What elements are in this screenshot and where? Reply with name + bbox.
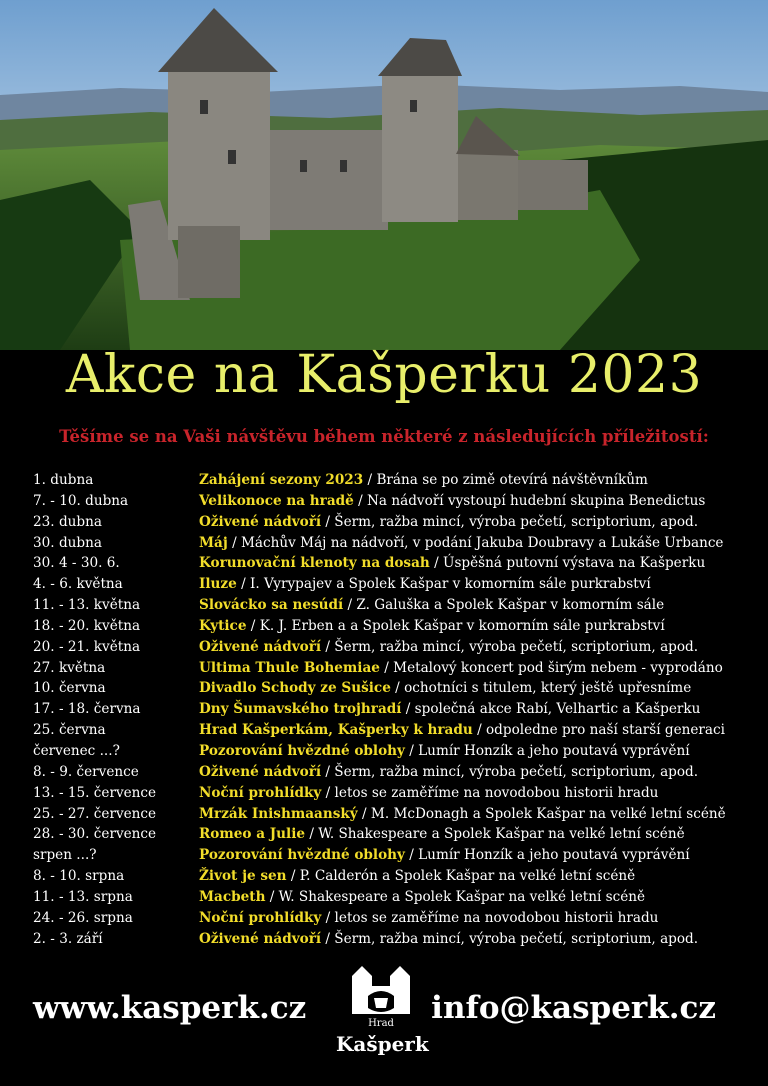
event-name: Ultima Thule Bohemiae: [199, 659, 380, 676]
event-date: 11. - 13. května: [33, 597, 141, 614]
event-description: / ochotníci s titulem, který ještě upřesníme: [390, 680, 692, 697]
event-info: [199, 533, 723, 554]
event-description: / Na nádvoří vystoupí hudební skupina Benedictus: [353, 492, 706, 509]
page-title: Akce na Kašperku 2023: [65, 345, 703, 405]
event-row: [33, 595, 763, 616]
logo-small-text: Hrad: [368, 1018, 394, 1029]
event-name: Oživené nádvoří: [199, 513, 322, 530]
event-name: Kytice: [199, 617, 247, 634]
event-description: / Lumír Honzík a jeho poutavá vyprávění: [404, 742, 690, 759]
event-date: 8. - 9. července: [33, 763, 139, 780]
event-name: Noční prohlídky: [199, 784, 322, 801]
event-description: / Brána se po zimě otevírá návštěvníkům: [363, 472, 648, 488]
event-info: [199, 574, 651, 595]
event-row: [33, 637, 763, 658]
event-description: / Šerm, ražba mincí, výroba pečetí, scriptorium, apod.: [321, 930, 699, 947]
event-info: [199, 658, 723, 679]
castle-logo: [336, 962, 429, 1062]
event-date: 7. - 10. dubna: [33, 492, 129, 509]
event-name: Zahájení sezony 2023: [199, 472, 364, 488]
event-date: 2. - 3. září: [33, 930, 103, 947]
event-info: [199, 491, 705, 512]
event-date: 4. - 6. května: [33, 576, 123, 593]
event-date: 25. - 27. července: [33, 805, 157, 822]
event-description: / společná akce Rabí, Velhartic a Kašperku: [401, 701, 701, 718]
event-info: [199, 553, 705, 574]
event-row: [33, 491, 763, 512]
event-name: Pozorování hvězdné oblohy: [199, 742, 405, 759]
event-name: Máj: [199, 534, 228, 551]
castle-emblem-icon: [346, 962, 416, 1016]
event-date: 11. - 13. srpna: [33, 888, 133, 905]
event-description: / Máchův Máj na nádvoří, v podání Jakuba Doubravy a Lukáše Urbance: [227, 534, 724, 551]
event-date: 28. - 30. července: [33, 826, 157, 843]
event-name: Korunovační klenoty na dosah: [199, 555, 430, 572]
event-name: Velikonoce na hradě: [199, 492, 354, 509]
event-info: [199, 637, 698, 658]
event-row: [33, 574, 763, 595]
event-name: Romeo a Julie: [199, 826, 306, 843]
event-date: 24. - 26. srpna: [33, 909, 133, 926]
event-date: 27. května: [33, 659, 106, 676]
event-row: [33, 929, 763, 950]
event-row: [33, 741, 763, 762]
castle-photo: [0, 0, 768, 350]
event-row: [33, 845, 763, 866]
event-name: Hrad Kašperkám, Kašperky k hradu: [199, 722, 473, 739]
event-date: 1. dubna: [33, 472, 94, 488]
event-description: / Z. Galuška a Spolek Kašpar v komorním sále: [343, 597, 665, 614]
event-name: Oživené nádvoří: [199, 638, 322, 655]
event-row: [33, 553, 763, 574]
event-date: 8. - 10. srpna: [33, 868, 125, 885]
event-date: 23. dubna: [33, 513, 102, 530]
event-description: / letos se zaměříme na novodobou historii hradu: [321, 784, 659, 801]
event-row: [33, 616, 763, 637]
event-row: [33, 804, 763, 825]
event-description: / odpoledne pro naší starší generaci: [472, 722, 725, 739]
event-info: [199, 824, 685, 845]
event-list: [33, 470, 763, 949]
event-description: / Šerm, ražba mincí, výroba pečetí, scriptorium, apod.: [321, 763, 699, 780]
event-info: [199, 845, 690, 866]
email-link[interactable]: info@kasperk.cz: [431, 990, 716, 1026]
event-description: / Úspěšná putovní výstava na Kašperku: [429, 555, 706, 572]
event-info: [199, 908, 658, 929]
event-info: [199, 616, 665, 637]
event-name: Divadlo Schody ze Sušice: [199, 680, 391, 697]
event-description: / Lumír Honzík a jeho poutavá vyprávění: [404, 847, 690, 864]
event-description: / M. McDonagh a Spolek Kašpar na velké letní scéně: [357, 805, 726, 822]
event-info: [199, 804, 726, 825]
event-date: 13. - 15. července: [33, 784, 157, 801]
event-row: [33, 512, 763, 533]
event-date: 10. června: [33, 680, 106, 697]
event-date: 30. 4 - 30. 6.: [33, 555, 120, 572]
event-description: / Šerm, ražba mincí, výroba pečetí, scriptorium, apod.: [321, 513, 699, 530]
event-info: [199, 887, 645, 908]
subtitle: Těšíme se na Vaši návštěvu během některé z následujících příležitostí:: [59, 427, 709, 446]
event-description: / Šerm, ražba mincí, výroba pečetí, scriptorium, apod.: [321, 638, 699, 655]
event-row: [33, 678, 763, 699]
event-row: [33, 699, 763, 720]
event-date: 25. června: [33, 722, 106, 739]
event-description: / Metalový koncert pod širým nebem - vyprodáno: [379, 659, 723, 676]
event-date: 18. - 20. května: [33, 617, 141, 634]
event-name: Noční prohlídky: [199, 909, 322, 926]
event-info: [199, 678, 691, 699]
event-name: Macbeth: [199, 888, 266, 905]
event-name: Slovácko sa nesúdí: [199, 597, 344, 614]
event-info: [199, 866, 635, 887]
event-row: [33, 824, 763, 845]
event-row: [33, 658, 763, 679]
event-info: [199, 762, 698, 783]
event-info: [199, 720, 725, 741]
event-date: 30. dubna: [33, 534, 102, 551]
logo-big-text: Kašperk: [336, 1032, 429, 1056]
event-description: / letos se zaměříme na novodobou historii hradu: [321, 909, 659, 926]
event-row: [33, 470, 763, 491]
event-name: Pozorování hvězdné oblohy: [199, 847, 405, 864]
event-description: / K. J. Erben a a Spolek Kašpar v komorním sále purkrabství: [246, 617, 665, 634]
event-name: Mrzák Inishmaanský: [199, 805, 358, 822]
event-info: [199, 929, 698, 950]
event-row: [33, 783, 763, 804]
event-name: Oživené nádvoří: [199, 930, 322, 947]
event-info: [199, 699, 700, 720]
event-description: / P. Calderón a Spolek Kašpar na velké letní scéně: [286, 868, 636, 885]
event-row: [33, 908, 763, 929]
event-description: / I. Vyrypajev a Spolek Kašpar v komorním sále purkrabství: [236, 576, 651, 593]
event-date: červenec ...?: [33, 742, 120, 759]
event-date: srpen ...?: [33, 847, 97, 864]
event-date: 20. - 21. května: [33, 638, 141, 655]
event-row: [33, 720, 763, 741]
event-name: Iluze: [199, 576, 237, 593]
website-link[interactable]: www.kasperk.cz: [33, 990, 307, 1026]
event-row: [33, 533, 763, 554]
event-date: 17. - 18. června: [33, 701, 141, 718]
event-name: Oživené nádvoří: [199, 763, 322, 780]
event-info: [199, 512, 698, 533]
event-info: [199, 470, 648, 491]
event-row: [33, 887, 763, 908]
event-description: / W. Shakespeare a Spolek Kašpar na velké letní scéně: [265, 888, 646, 905]
event-description: / W. Shakespeare a Spolek Kašpar na velké letní scéně: [305, 826, 685, 843]
event-info: [199, 741, 690, 762]
event-info: [199, 595, 664, 616]
event-row: [33, 866, 763, 887]
event-name: Dny Šumavského trojhradí: [199, 701, 402, 718]
event-row: [33, 762, 763, 783]
event-info: [199, 783, 658, 804]
event-name: Život je sen: [199, 868, 287, 885]
